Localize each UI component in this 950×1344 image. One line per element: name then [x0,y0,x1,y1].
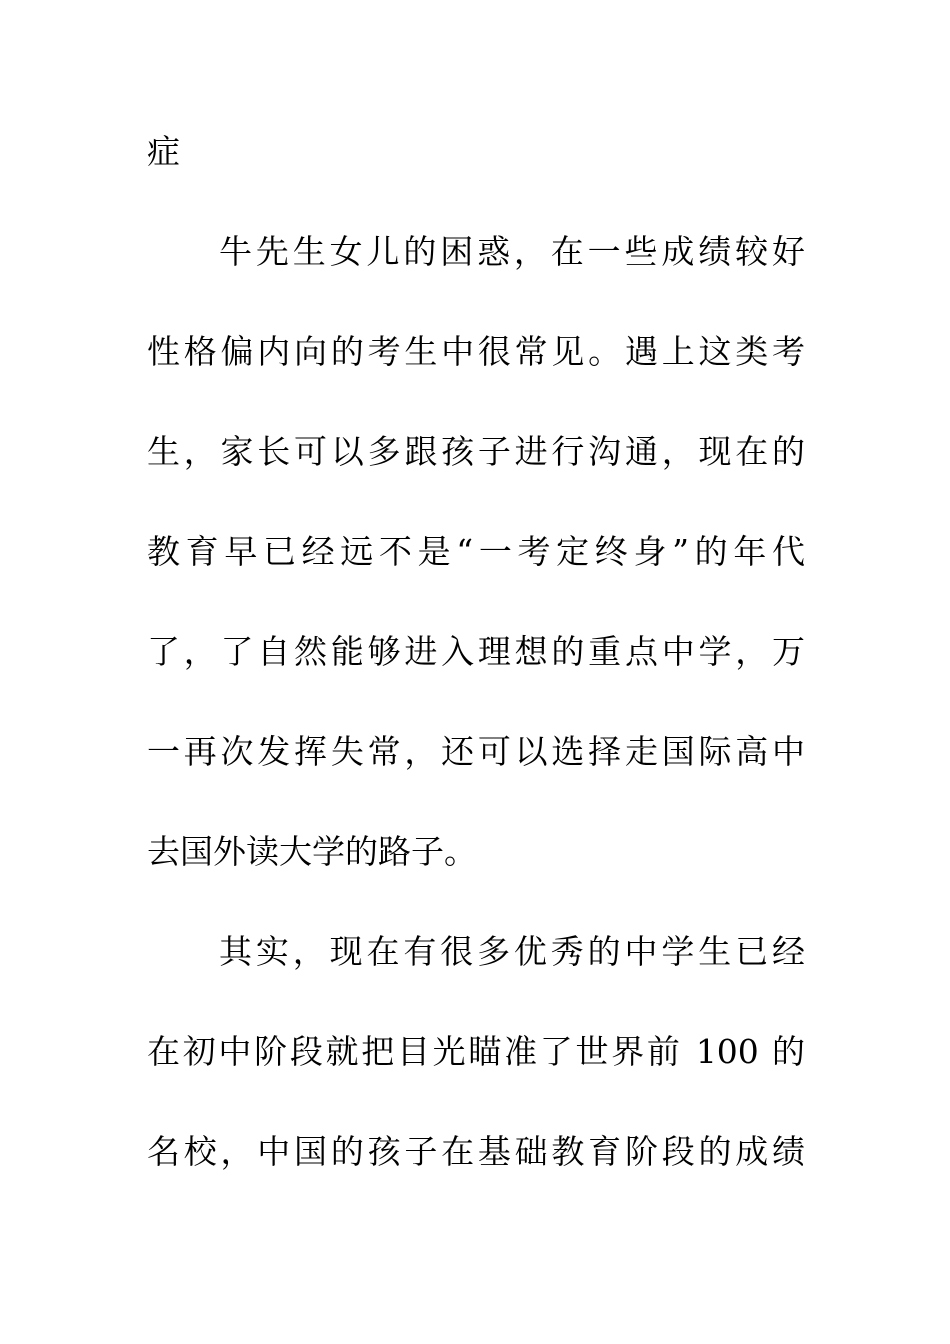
text-line: 生，家长可以多跟孩子进行沟通，现在的 [147,432,805,471]
paragraph-first-line: 牛先生女儿的困惑，在一些成绩较好 [219,232,805,271]
text-line: 在初中阶段就把目光瞄准了世界前 100 的 [147,1032,805,1071]
text-line: 了，了自然能够进入理想的重点中学，万 [147,632,805,671]
text-line: 名校，中国的孩子在基础教育阶段的成绩 [147,1132,805,1171]
text-line: 去国外读大学的路子。 [147,832,477,871]
text-line: 一再次发挥失常，还可以选择走国际高中 [147,732,805,771]
text-line: 症 [147,132,180,171]
text-line: 教育早已经远不是“一考定终身”的年代 [147,532,805,571]
text-line: 性格偏内向的考生中很常见。遇上这类考 [147,332,805,371]
paragraph-first-line: 其实，现在有很多优秀的中学生已经 [219,932,805,971]
